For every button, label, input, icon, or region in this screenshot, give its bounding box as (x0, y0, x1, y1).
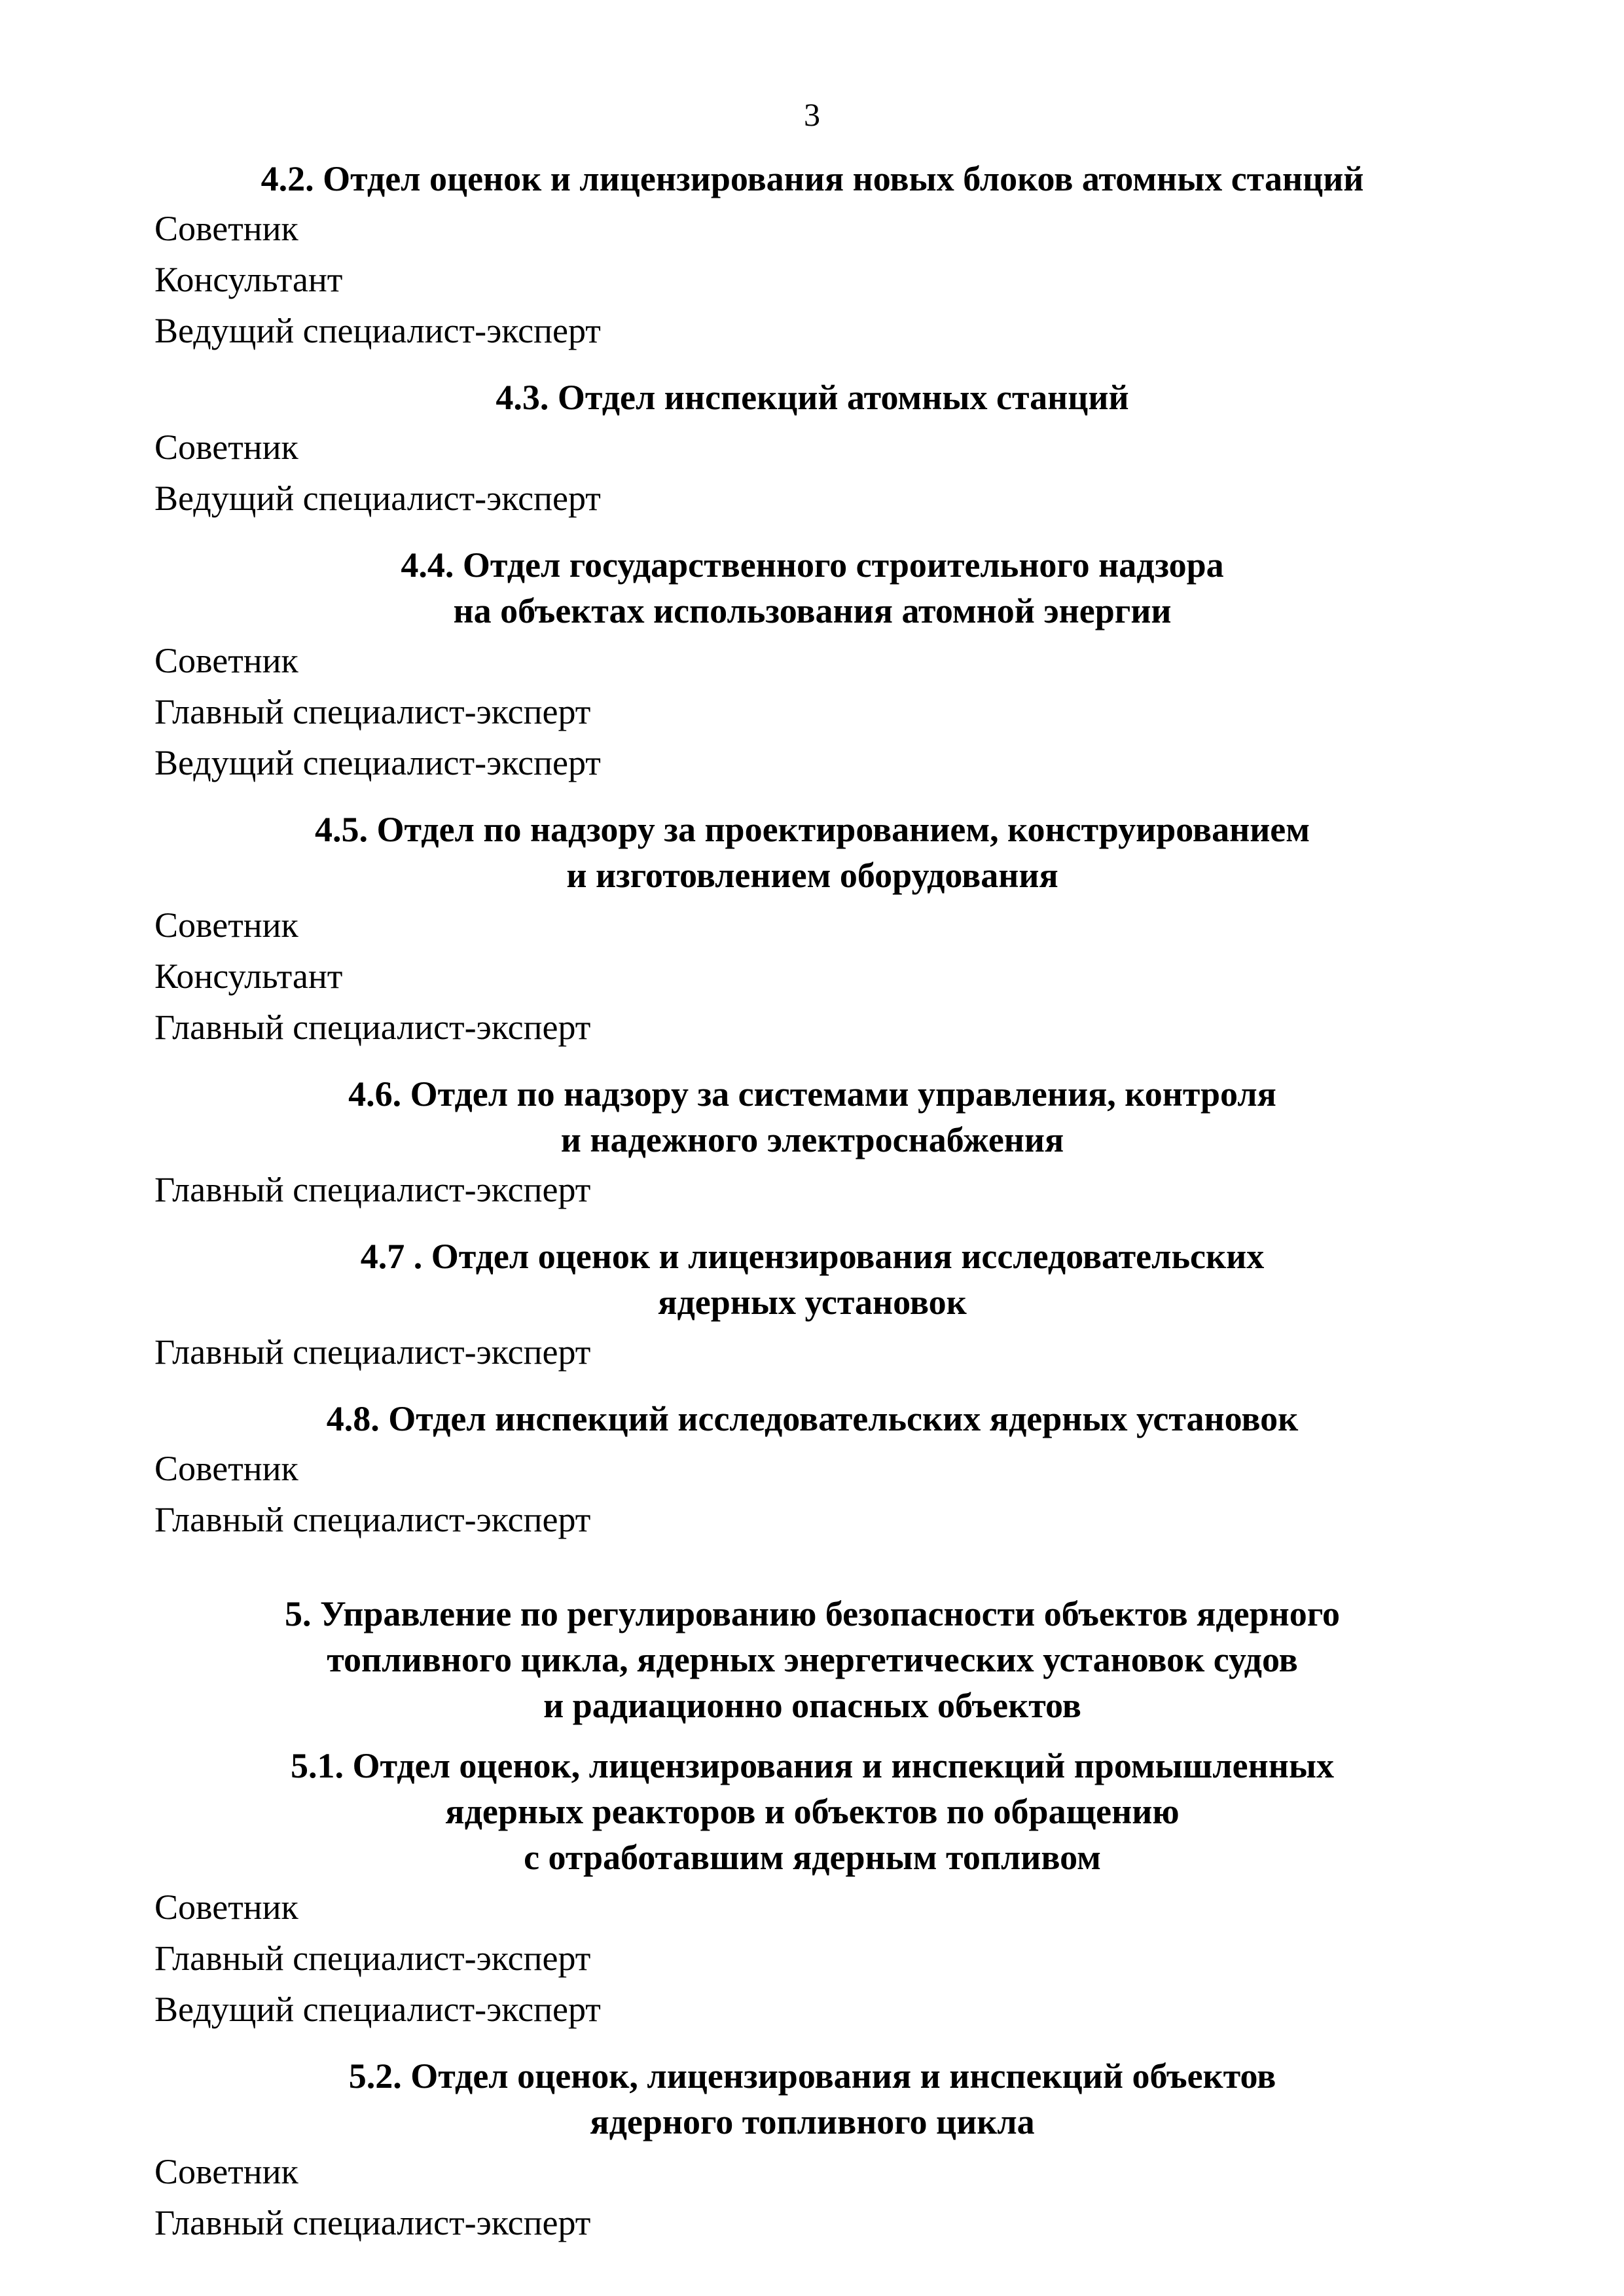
section-4-5 (154, 807, 1470, 1053)
heading-line: ядерного топливного цикла (590, 2102, 1035, 2141)
heading-line: 5. Управление по регулированию безопасности объектов ядерного (285, 1594, 1340, 1633)
position-item: Консультант (154, 957, 343, 996)
position-item: Главный специалист-эксперт (154, 692, 591, 731)
section-4-4 (154, 542, 1470, 788)
position-item: Главный специалист-эксперт (154, 1500, 591, 1539)
section-4-3 (154, 374, 1470, 524)
section-4-6 (154, 1071, 1470, 1215)
section-4-7 (154, 1233, 1470, 1377)
position-item: Советник (154, 428, 298, 467)
position-item: Советник (154, 641, 298, 680)
section-heading (154, 2053, 1470, 2145)
section-5-2 (154, 2053, 1470, 2248)
position-item: Советник (154, 905, 298, 945)
heading-line: ядерных установок (658, 1283, 967, 1322)
position-item: Ведущий специалист-эксперт (154, 311, 601, 350)
heading-line: 5.2. Отдел оценок, лицензирования и инспекций объектов (348, 2056, 1276, 2096)
heading-line: 4.3. Отдел инспекций атомных станций (496, 378, 1129, 417)
heading-line: и надежного электроснабжения (560, 1120, 1064, 1159)
section-heading (154, 807, 1470, 898)
position-item: Главный специалист-эксперт (154, 1170, 591, 1209)
heading-line: 4.6. Отдел по надзору за системами управления, контроля (348, 1074, 1276, 1114)
position-item: Главный специалист-эксперт (154, 2203, 591, 2242)
position-item: Ведущий специалист-эксперт (154, 1990, 601, 2029)
position-item: Главный специалист-эксперт (154, 1332, 591, 1372)
section-heading (154, 542, 1470, 634)
position-item: Консультант (154, 260, 343, 299)
section-heading (154, 1233, 1470, 1325)
heading-line: 4.2. Отдел оценок и лицензирования новых блоков атомных станций (261, 159, 1364, 198)
heading-line: и изготовлением оборудования (566, 856, 1058, 895)
heading-line: ядерных реакторов и объектов по обращению (445, 1792, 1180, 1831)
heading-line: на объектах использования атомной энергии (453, 591, 1172, 630)
section-4-8 (154, 1396, 1470, 1545)
section-4-2 (154, 156, 1470, 356)
position-item: Советник (154, 1887, 298, 1927)
position-item: Советник (154, 209, 298, 248)
heading-line: 4.7 . Отдел оценок и лицензирования исследовательских (360, 1237, 1265, 1276)
position-item: Главный специалист-эксперт (154, 1939, 591, 1978)
heading-line: 4.8. Отдел инспекций исследовательских ядерных установок (326, 1399, 1299, 1438)
position-item: Ведущий специалист-эксперт (154, 743, 601, 782)
position-item: Ведущий специалист-эксперт (154, 479, 601, 518)
division-heading (154, 1591, 1470, 1728)
section-heading (154, 1396, 1470, 1442)
heading-line: 5.1. Отдел оценок, лицензирования и инспекций промышленных (290, 1746, 1335, 1785)
page-number: 3 (804, 96, 820, 133)
section-heading (154, 156, 1470, 202)
heading-line: и радиационно опасных объектов (543, 1686, 1081, 1725)
heading-line: с отработавшим ядерным топливом (524, 1838, 1101, 1877)
position-item: Главный специалист-эксперт (154, 1008, 591, 1047)
heading-line: 4.4. Отдел государственного строительного надзора (401, 545, 1224, 585)
heading-line: 4.5. Отдел по надзору за проектированием, конструированием (314, 810, 1310, 849)
section-5-1 (154, 1743, 1470, 2035)
heading-line: топливного цикла, ядерных энергетических установок судов (327, 1640, 1298, 1679)
section-heading (154, 1743, 1470, 1880)
staff-list (154, 156, 1470, 2248)
position-item: Советник (154, 1449, 298, 1488)
division-5 (154, 1591, 1470, 2248)
section-heading (154, 374, 1470, 420)
section-heading (154, 1071, 1470, 1163)
position-item: Советник (154, 2152, 298, 2191)
